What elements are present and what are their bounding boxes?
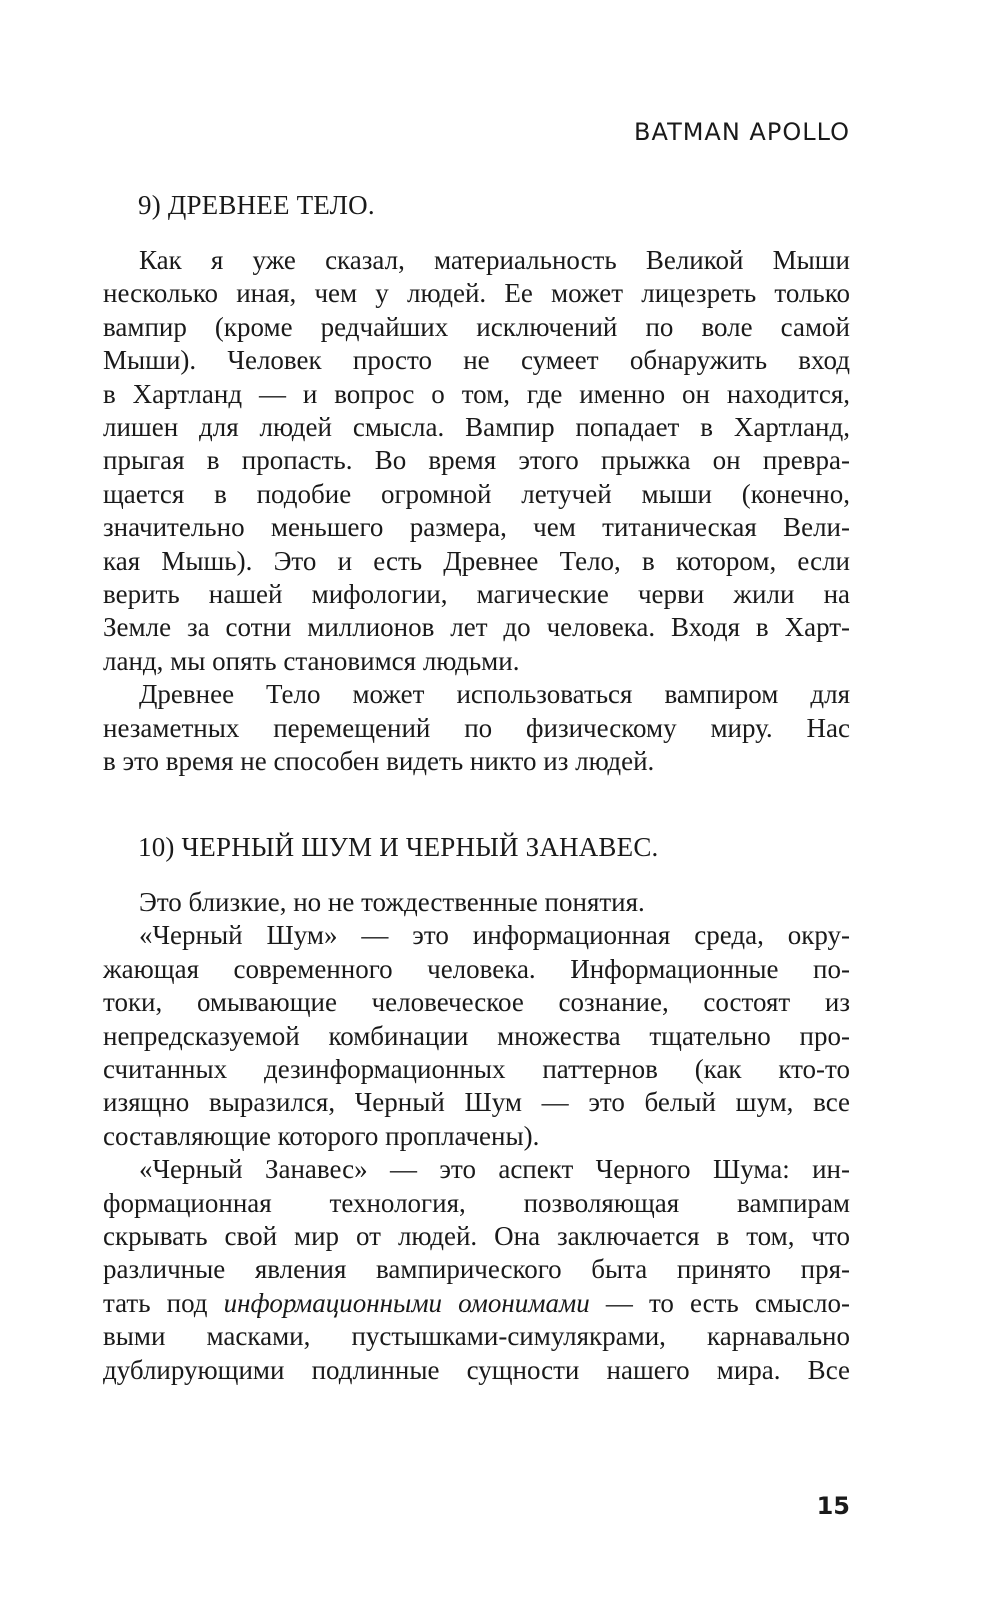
text-line	[103, 1287, 850, 1320]
text-fragment: — то есть смысло-	[589, 1287, 851, 1318]
section-10-body	[103, 886, 850, 1387]
text-line: вампир (кроме редчайших исключений по воле самой	[103, 311, 850, 342]
section-9-body	[103, 244, 850, 779]
text-line: Земле за сотни миллионов лет до человека. Входя в Харт-	[103, 612, 850, 643]
text-line: Как я уже сказал, материальность Великой Мыши	[139, 245, 850, 275]
text-line: токи, омывающие человеческое сознание, состоят из	[103, 987, 850, 1018]
text-line: выми масками, пустышками-симулякрами, карнавально	[103, 1321, 850, 1352]
text-line: различные явления вампирического быта принято пря-	[103, 1254, 850, 1285]
text-line: считанных дезинформационных паттернов (как кто-то	[103, 1054, 850, 1085]
text-line: в Хартланд — и вопрос о том, где именно он находится,	[103, 378, 850, 409]
italic-term: информационными омонимами	[223, 1287, 590, 1318]
paragraph	[103, 678, 850, 778]
text-line: Древнее Тело может использоваться вампиром для	[139, 679, 850, 710]
paragraph	[103, 244, 850, 678]
text-line: верить нашей мифологии, магические черви жили на	[103, 579, 850, 610]
text-line: формационная технология, позволяющая вампирам	[103, 1187, 850, 1218]
text-line: в это время не способен видеть никто из людей.	[103, 746, 655, 777]
text-line: значительно меньшего размера, чем титаническая Вели-	[103, 512, 850, 543]
text-line: кая Мышь). Это и есть Древнее Тело, в котором, если	[103, 545, 850, 576]
paragraph	[103, 919, 850, 1153]
text-line: Мыши). Человек просто не сумеет обнаружить вход	[103, 345, 850, 376]
text-line: «Черный Шум» — это информационная среда, окру-	[139, 920, 850, 951]
paragraph	[103, 886, 850, 919]
text-line: ланд, мы опять становимся людьми.	[103, 645, 520, 676]
text-line: прыгая в пропасть. Во время этого прыжка он превра-	[103, 445, 850, 476]
text-line: изящно выразился, Черный Шум — это белый шум, все	[103, 1087, 850, 1118]
text-line: скрывать свой мир от людей. Она заключается в том, что	[103, 1221, 850, 1252]
text-line: жающая современного человека. Информационные по-	[103, 953, 850, 984]
text-fragment: тать под	[103, 1287, 224, 1318]
text-line: непредсказуемой комбинации множества тщательно про-	[103, 1020, 850, 1051]
text-line: дублирующими подлинные сущности нашего мира. Все	[103, 1354, 850, 1385]
paragraph	[103, 1153, 850, 1387]
text-line: несколько иная, чем у людей. Ее может лицезреть только	[103, 278, 850, 309]
running-head: BATMAN APOLLO	[634, 118, 850, 146]
text-line: незаметных перемещений по физическому миру. Нас	[103, 712, 850, 743]
text-line: составляющие которого проплачены).	[103, 1120, 540, 1151]
text-line: лишен для людей смысла. Вампир попадает в Хартланд,	[103, 412, 850, 443]
section-heading-10: 10) ЧЕРНЫЙ ШУМ И ЧЕРНЫЙ ЗАНАВЕС.	[138, 832, 659, 862]
section-heading-9: 9) ДРЕВНЕЕ ТЕЛО.	[138, 190, 375, 220]
text-line: Это близкие, но не тождественные понятия.	[139, 887, 645, 917]
text-line: щается в подобие огромной летучей мыши (конечно,	[103, 478, 850, 509]
text-line: «Черный Занавес» — это аспект Черного Шума: ин-	[139, 1154, 850, 1185]
page-number: 15	[816, 1492, 850, 1520]
